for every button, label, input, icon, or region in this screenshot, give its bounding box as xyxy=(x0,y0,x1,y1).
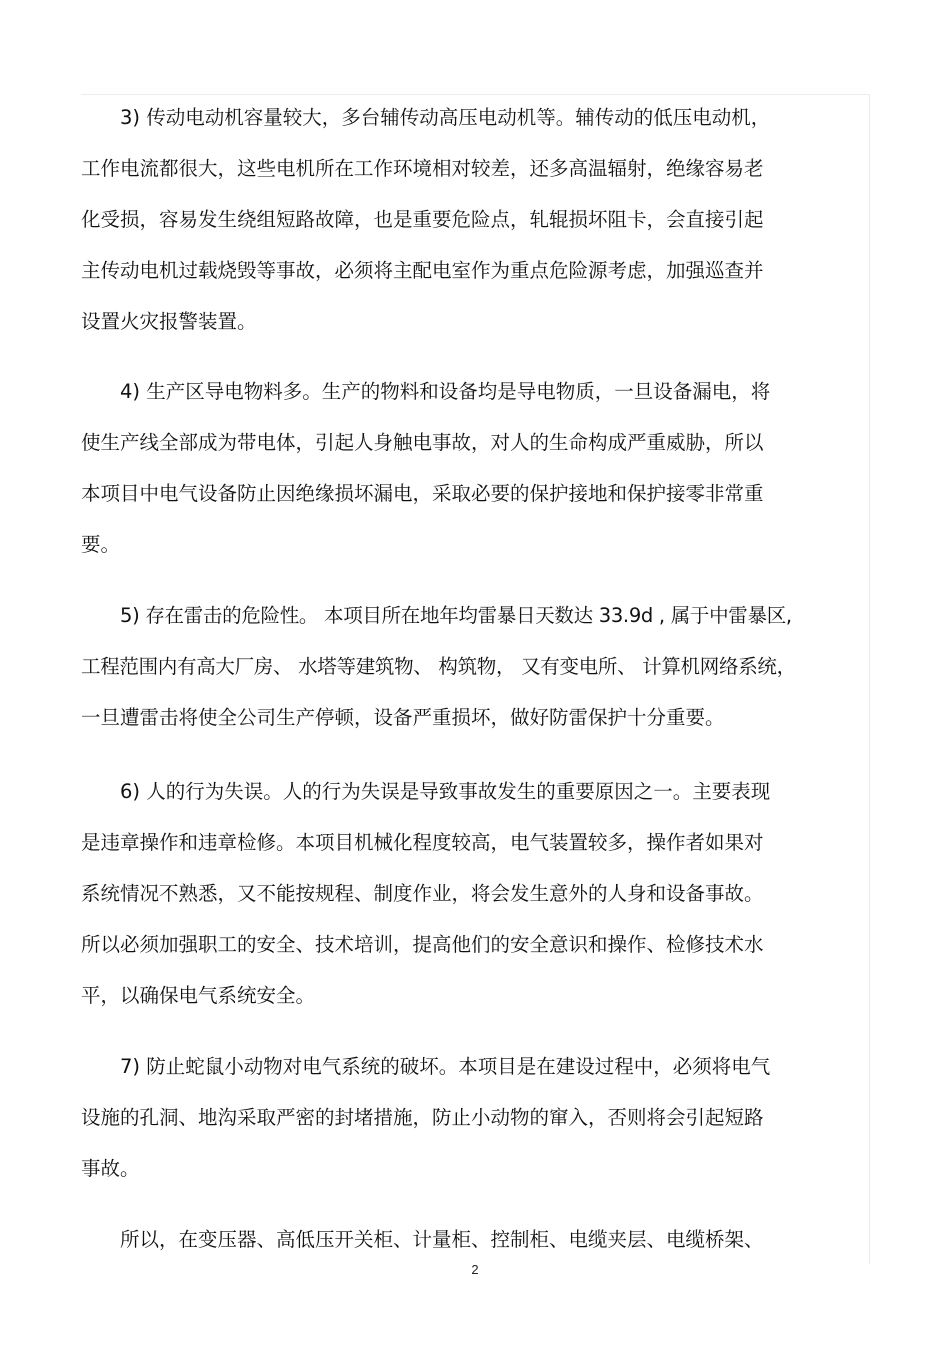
paragraph-line: 系统情况不熟悉，又不能按规程、制度作业，将会发生意外的人身和设备事故。 xyxy=(81,882,764,905)
paragraph-line: 4) 生产区导电物料多。生产的物料和设备均是导电物质，一旦设备漏电，将 xyxy=(120,380,771,403)
paragraph-line: 所以，在变压器、高低压开关柜、计量柜、控制柜、电缆夹层、电缆桥架、 xyxy=(120,1228,764,1251)
paragraph-line: 是违章操作和违章检修。本项目机械化程度较高，电气装置较多，操作者如果对 xyxy=(81,831,764,854)
paragraph-5 xyxy=(81,590,871,743)
paragraph-line: 事故。 xyxy=(81,1157,140,1180)
paragraph-3 xyxy=(81,92,871,347)
paragraph-conclusion xyxy=(81,1214,871,1265)
paragraph-line: 工程范围内有高大厂房、 水塔等建筑物、 构筑物， 又有变电所、 计算机网络系统， xyxy=(81,655,796,678)
paragraph-line: 5) 存在雷击的危险性。 本项目所在地年均雷暴日天数达 33.9d , 属于中雷暴区, xyxy=(120,604,792,627)
paragraph-line: 平，以确保电气系统安全。 xyxy=(81,984,316,1007)
paragraph-line: 工作电流都很大，这些电机所在工作环境相对较差，还多高温辐射，绝缘容易老 xyxy=(81,157,764,180)
paragraph-line: 3) 传动电动机容量较大，多台辅传动高压电动机等。辅传动的低压电动机， xyxy=(120,106,771,129)
paragraph-line: 7) 防止蛇鼠小动物对电气系统的破坏。本项目是在建设过程中，必须将电气 xyxy=(120,1055,771,1078)
paragraph-line: 主传动电机过载烧毁等事故，必须将主配电室作为重点危险源考虑，加强巡查并 xyxy=(81,259,764,282)
paragraph-line: 要。 xyxy=(81,533,121,556)
paragraph-line: 化受损，容易发生绕组短路故障，也是重要危险点，轧辊损坏阻卡，会直接引起 xyxy=(81,208,764,231)
paragraph-7 xyxy=(81,1041,871,1194)
paragraph-line: 6) 人的行为失误。人的行为失误是导致事故发生的重要原因之一。主要表现 xyxy=(120,780,771,803)
paragraph-line: 设置火灾报警装置。 xyxy=(81,310,257,333)
paragraph-line: 设施的孔洞、地沟采取严密的封堵措施，防止小动物的窜入，否则将会引起短路 xyxy=(81,1106,764,1129)
paragraph-line: 所以必须加强职工的安全、技术培训，提高他们的安全意识和操作、检修技术水 xyxy=(81,933,764,956)
paragraph-line: 使生产线全部成为带电体，引起人身触电事故，对人的生命构成严重威胁，所以 xyxy=(81,431,764,454)
paragraph-line: 一旦遭雷击将使全公司生产停顿，设备严重损坏，做好防雷保护十分重要。 xyxy=(81,706,725,729)
paragraph-4 xyxy=(81,366,871,570)
paragraph-6 xyxy=(81,766,871,1021)
page-number: 2 xyxy=(471,1262,479,1277)
paragraph-line: 本项目中电气设备防止因绝缘损坏漏电，采取必要的保护接地和保护接零非常重 xyxy=(81,482,764,505)
